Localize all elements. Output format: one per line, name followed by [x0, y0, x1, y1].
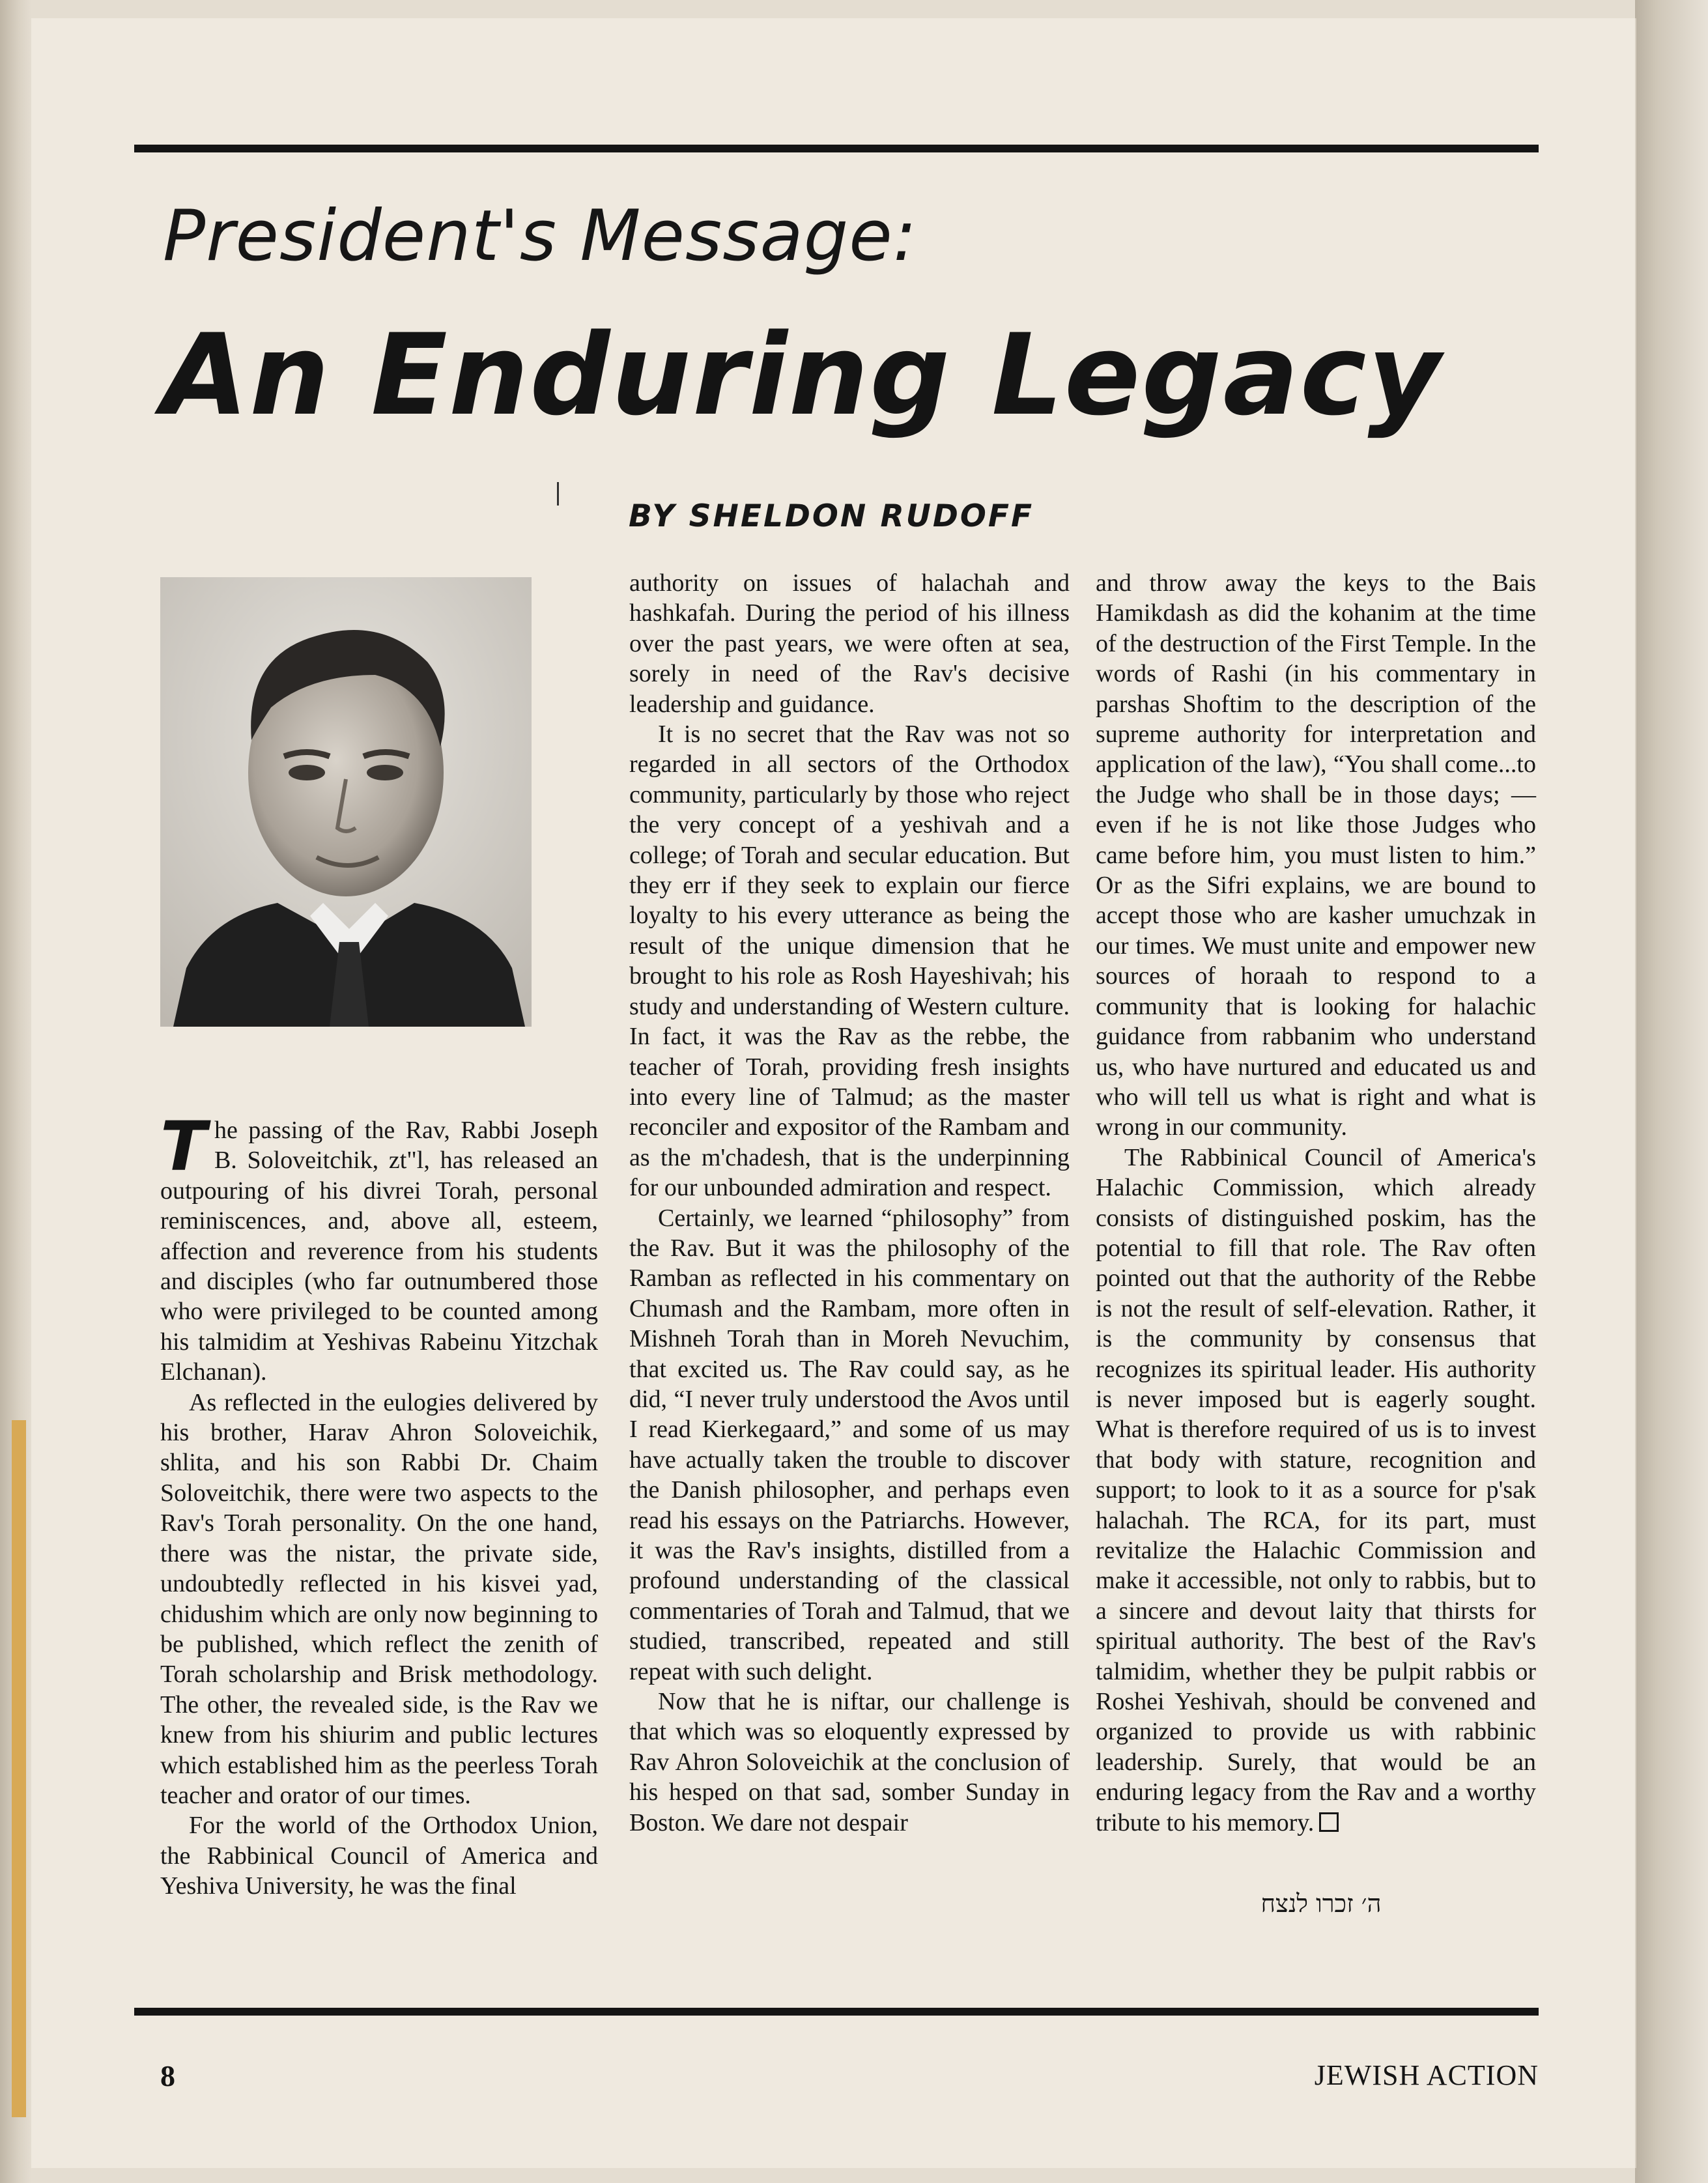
- article-paragraph: It is no secret that the Rav was not so regarded in all sectors of the Orthodox community, particularly by those who reject the very concept of a yeshivah and a college; of Torah and secular education. But they err if they seek to explain our fierce loyalty to his every utterance as being the result of the unique dimension that he brought to his role as Rosh Hayeshivah; his study and understanding of Western culture. In fact, it was the Rav as the rebbe, the teacher of Torah, providing fresh insights into every line of Talmud; as the master reconciler and expositor of the Rambam and as the m'chadesh, that is the underpinning for our unbounded admiration and respect.: [629, 721, 1070, 1202]
- page-number: 8: [160, 2059, 175, 2092]
- byline: BY SHELDON RUDOFF: [629, 498, 1034, 534]
- top-rule: [134, 145, 1539, 152]
- article-paragraph: The Rabbinical Council of America's Halachic Commission, which already consists of distinguished poskim, has the potential to fill that role. The Rav often pointed out that the authority of the Rebbe is not the result of self-elevation. Rather, it is the community by consensus that recognizes its spiritual leader. His authority is never imposed but is eagerly sought. What is therefore required of us is to invest that body with stature, recognition and support; to look to it as a source for p'sak halachah. The RCA, for its part, must revitalize the Halachic Commission and make it accessible, not only to rabbis, but to a sincere and devout laity that thirsts for spiritual authority. The best of the Rav's talmidim, whether they be pulpit rabbis or Roshei Yeshivah, should be convened and organized to provide us with rabbinic leadership. Surely, that would be an enduring legacy from the Rav and a worthy tribute to his memory.: [1096, 1143, 1536, 1836]
- page-edge-tab: [12, 1420, 26, 2117]
- page-edge-left: [0, 0, 31, 2183]
- article-title: An Enduring Legacy: [162, 309, 1442, 440]
- facing-page-edge: [1635, 0, 1708, 2183]
- article-paragraph: Now that he is niftar, our challenge is that which was so eloquently expressed by Rav Ahron Soloveichik at the conclusion of his hesped on that sad, somber Sunday in Boston. We dare not despair: [629, 1688, 1070, 1836]
- article-column-1: [160, 1107, 598, 1902]
- hebrew-dedication: ה׳ זכרו לנצח: [1260, 1889, 1382, 1918]
- article-paragraph: As reflected in the eulogies delivered by his brother, Harav Ahron Soloveichik, shlita, and his son Rabbi Dr. Chaim Soloveitchik, there were two aspects to the Rav's Torah personality. On the one hand, there was the nistar, the private side, undoubtedly reflected in his kisvei yad, chidushim which are only now beginning to be published, which reflect the zenith of Torah scholarship and Brisk methodology. The other, the revealed side, is the Rav we knew from his shiurim and public lectures which established him as the peerless Torah teacher and orator of our times.: [160, 1388, 598, 1809]
- bottom-rule: [134, 2008, 1539, 2016]
- section-kicker: President's Message:: [163, 195, 918, 277]
- article-paragraph: For the world of the Orthodox Union, the Rabbinical Council of America and Yeshiva University, he was the final: [160, 1812, 598, 1900]
- article-paragraph: Certainly, we learned “philosophy” from the Rav. But it was the philosophy of the Ramban as reflected in his commentary on Chumash and the Rambam, more often in Mishneh Torah than in Moreh Nevuchim, that excited us. The Rav could say, as he did, “I never truly understood the Avos until I read Kierkegaard,” and some of us may have actually taken the trouble to discover the Danish philosopher, and perhaps even read his essays on the Patriarchs. However, it was the Rav's insights, distilled from a profound understanding of the classical commentaries of Torah and Talmud, that we studied, transcribed, repeated and still repeat with such delight.: [629, 1204, 1070, 1685]
- article-paragraph: authority on issues of halachah and hashkafah. During the period of his illness over the past years, we were often at sea, sorely in need of the Rav's decisive leadership and guidance.: [629, 569, 1070, 718]
- end-square-icon: [1319, 1812, 1339, 1832]
- portrait-photo-icon: [160, 577, 532, 1027]
- article-column-3: [1096, 568, 1536, 1838]
- author-photo: [160, 577, 532, 1027]
- publication-name: JEWISH ACTION: [1314, 2059, 1539, 2091]
- margin-tick: [557, 482, 559, 506]
- article-column-2: [629, 568, 1070, 1838]
- article-paragraph: and throw away the keys to the Bais Hamikdash as did the kohanim at the time of the destruction of the First Temple. In the words of Rashi (in his commentary in parshas Shoftim to the description of the supreme authority for interpretation and application of the law), “You shall come...to the Judge who shall be in those days; — even if he is not like those Judges who came before him, you must listen to him.” Or as the Sifri explains, we are bound to accept those who are kasher umuchzak in our times. We must unite and empower new sources of horaah to respond to a community that is looking for halachic guidance from rabbanim who understand us, who have nurtured and educated us and who will tell us what is right and what is wrong in our community.: [1096, 569, 1536, 1141]
- article-paragraph: The passing of the Rav, Rabbi Joseph B. Soloveitchik, zt"l, has released an outpouring of his divrei Torah, personal reminiscences, and, above all, esteem, affection and reverence from his students and disciples (who far outnumbered those who were privileged to be counted among his talmidim at Yeshivas Rabeinu Yitzchak Elchanan).: [160, 1107, 598, 1386]
- drop-cap: T: [160, 1107, 206, 1186]
